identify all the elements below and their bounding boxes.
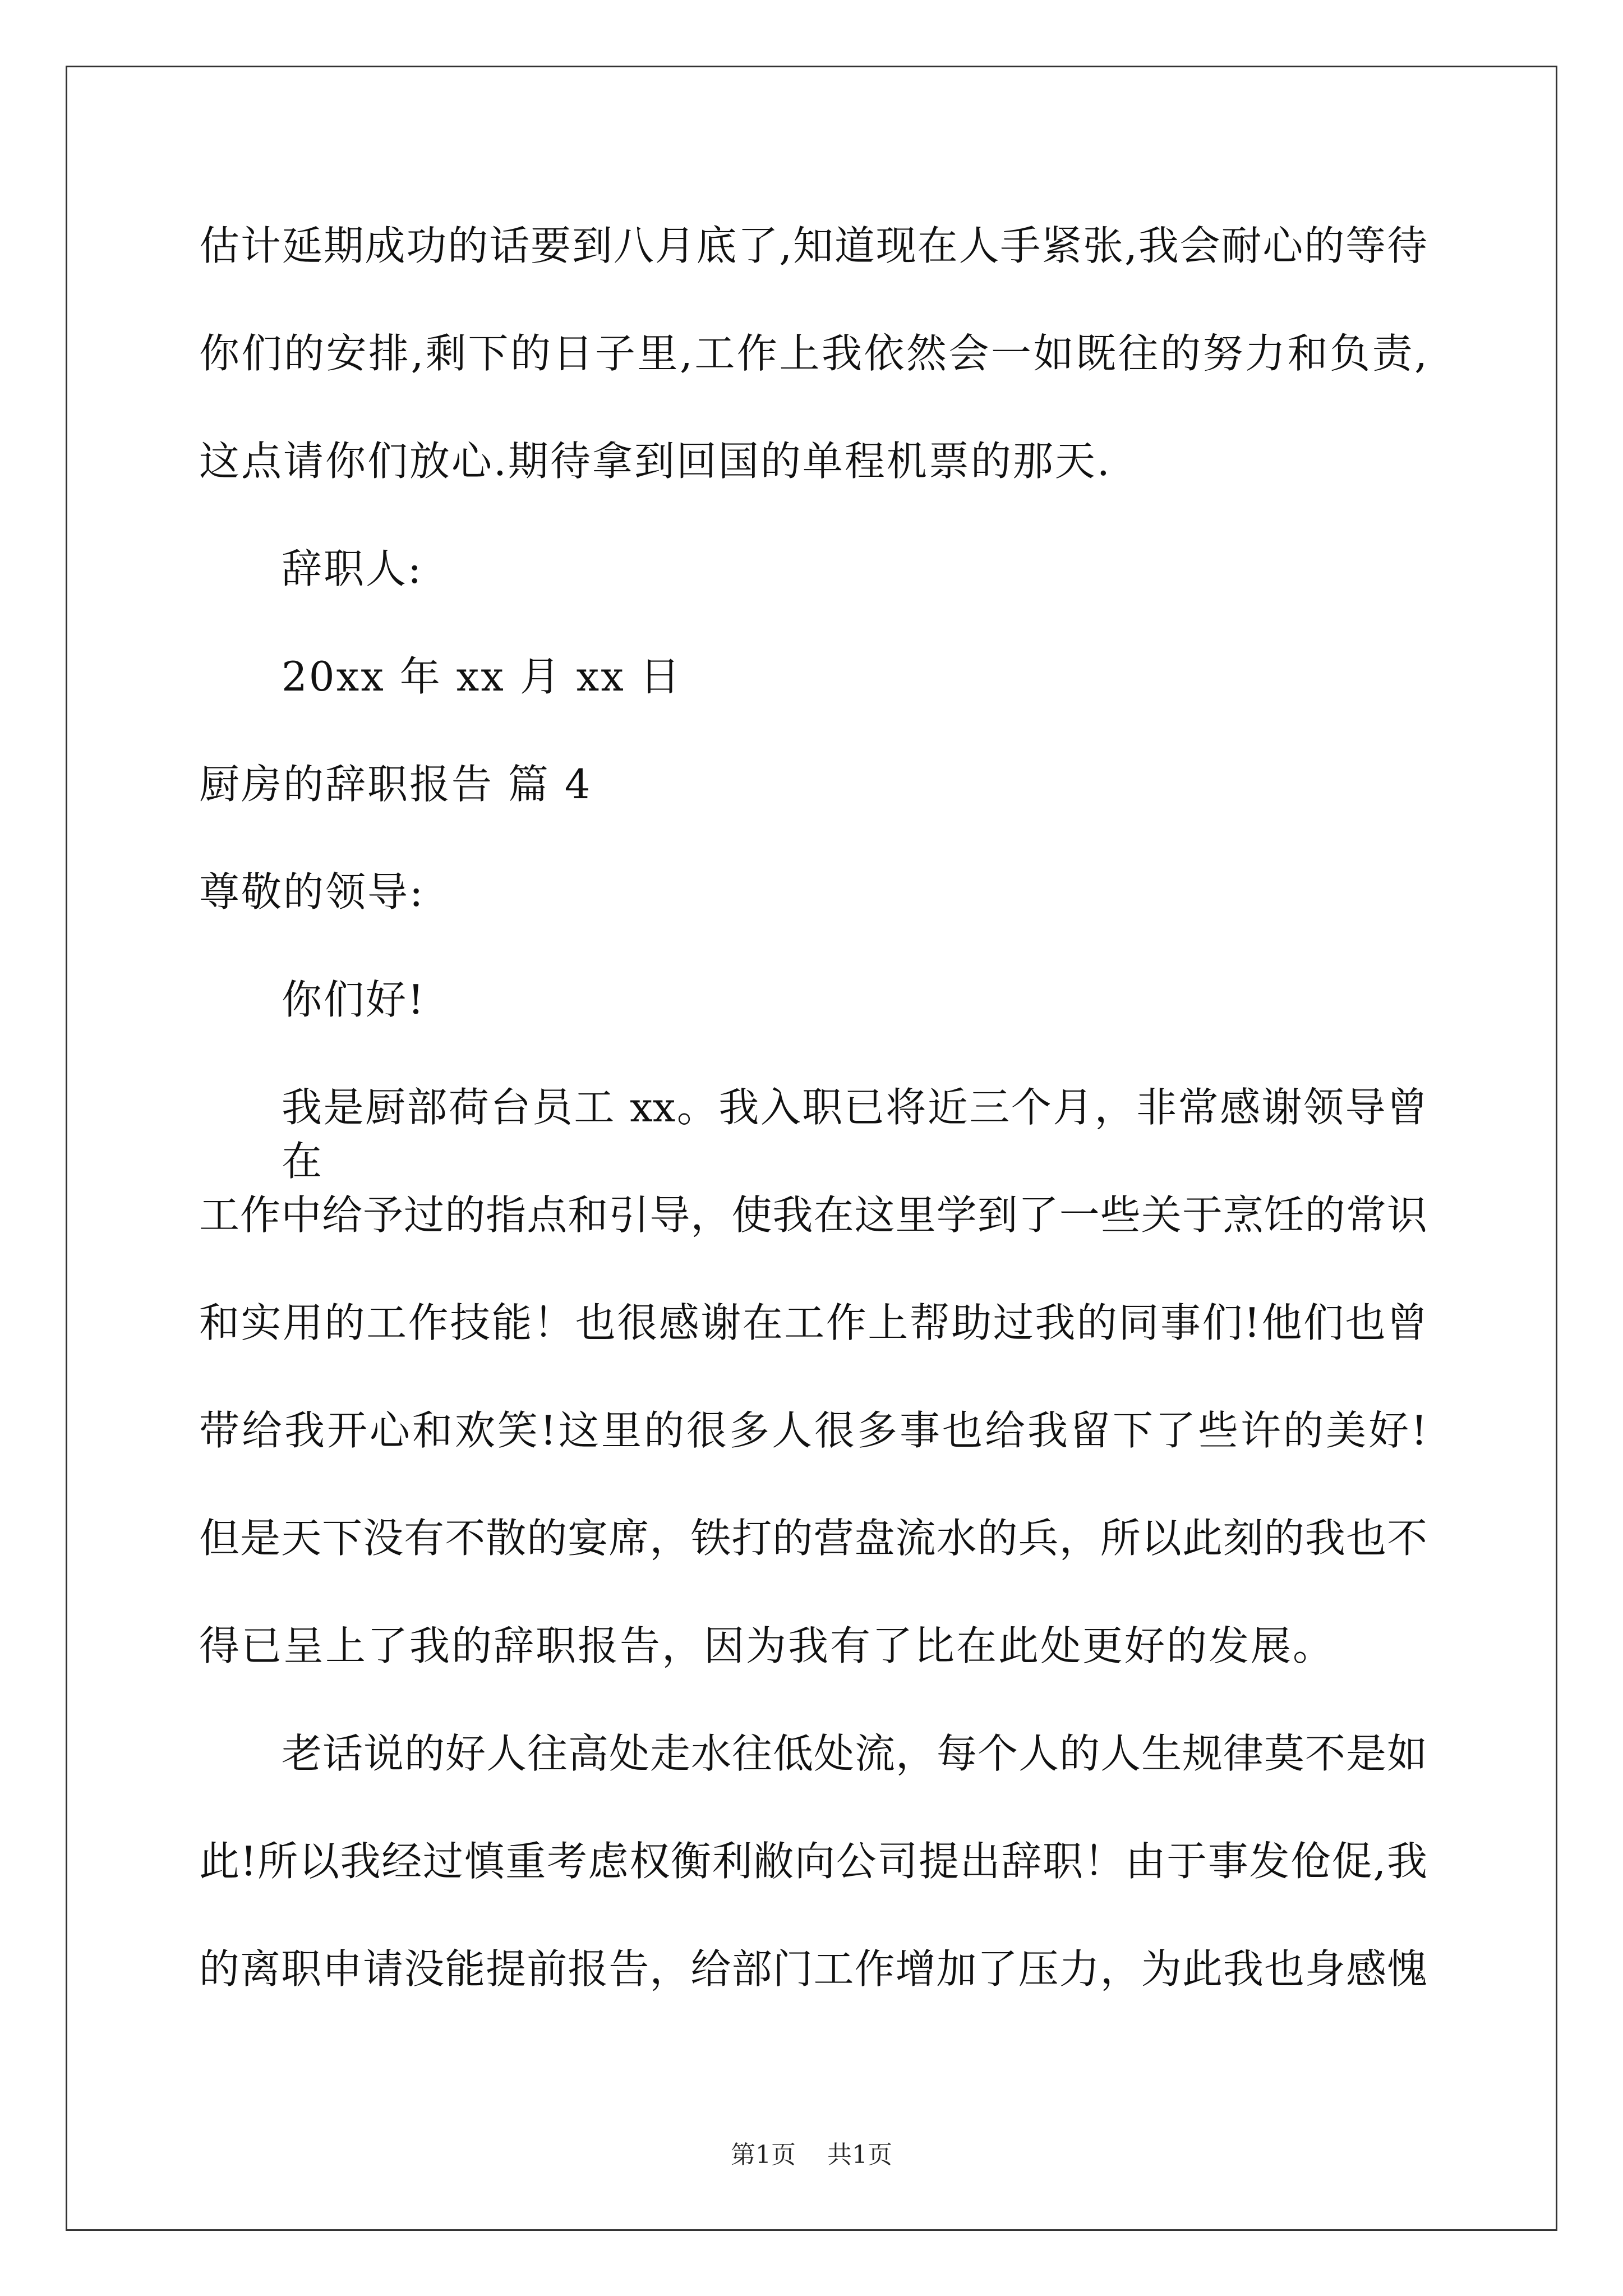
body-line-3: 这点请你们放心.期待拿到回国的单程机票的那天. <box>199 438 1112 485</box>
paragraph-1-line-2: 工作中给予过的指点和引导，使我在这里学到了一些关于烹饪的常识 <box>199 1191 1427 1239</box>
body-line-2: 你们的安排,剩下的日子里,工作上我依然会一如既往的努力和负责, <box>199 330 1427 377</box>
salutation: 尊敬的领导: <box>199 868 425 915</box>
paragraph-2-line-3: 的离职申请没能提前报告，给部门工作增加了压力，为此我也身感愧 <box>199 1945 1427 1993</box>
date-line: 20xx 年 xx 月 xx 日 <box>282 653 682 700</box>
paragraph-1-line-4: 带给我开心和欢笑!这里的很多人很多事也给我留下了些许的美好! <box>199 1407 1427 1454</box>
signature-label: 辞职人: <box>282 545 423 592</box>
section-heading: 厨房的辞职报告 篇 4 <box>199 761 592 808</box>
paragraph-2-line-2: 此!所以我经过慎重考虑权衡利敝向公司提出辞职！由于事发伧促,我 <box>199 1838 1427 1885</box>
greeting: 你们好! <box>282 976 426 1023</box>
paragraph-1-line-6: 得已呈上了我的辞职报告，因为我有了比在此处更好的发展。 <box>199 1622 1335 1669</box>
paragraph-1-line-1: 我是厨部荷台员工 xx。我入职已将近三个月，非常感谢领导曾在 <box>282 1084 1427 1185</box>
paragraph-1-line-3: 和实用的工作技能！也很感谢在工作上帮助过我的同事们!他们也曾 <box>199 1299 1427 1346</box>
page-footer: 第1页 共1页 <box>731 2141 892 2169</box>
body-line-1: 估计延期成功的话要到八月底了,知道现在人手紧张,我会耐心的等待 <box>199 222 1427 269</box>
paragraph-1-line-5: 但是天下没有不散的宴席，铁打的营盘流水的兵，所以此刻的我也不 <box>199 1515 1427 1562</box>
paragraph-2-line-1: 老话说的好人往高处走水往低处流，每个人的人生规律莫不是如 <box>282 1730 1427 1777</box>
